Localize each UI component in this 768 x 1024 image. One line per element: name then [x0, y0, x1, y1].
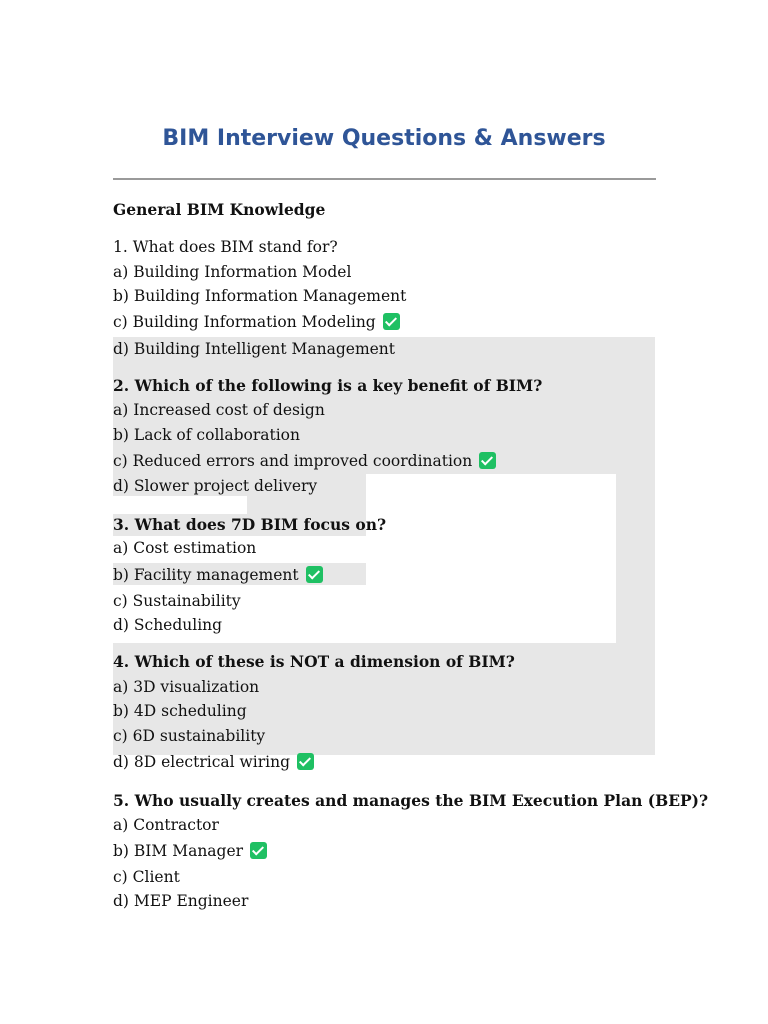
check-mark-icon — [479, 452, 496, 469]
option-text: d) Scheduling — [113, 616, 223, 634]
answer-option — [113, 891, 248, 911]
highlight-block — [247, 496, 366, 514]
option-text: d) MEP Engineer — [113, 892, 249, 910]
option-text: d) Slower project delivery — [113, 477, 318, 495]
option-text: d) Building Intelligent Management — [113, 340, 396, 358]
answer-option — [113, 538, 256, 558]
check-mark-icon — [250, 842, 267, 859]
option-text: c) Sustainability — [113, 592, 241, 610]
option-text: b) 4D scheduling — [113, 702, 247, 720]
answer-option-correct — [113, 312, 400, 332]
option-text: c) 6D sustainability — [113, 727, 266, 745]
answer-option — [113, 425, 300, 445]
answer-option-correct — [113, 451, 496, 471]
section-heading: General BIM Knowledge — [113, 200, 326, 219]
answer-option-correct — [113, 752, 314, 772]
answer-option — [113, 726, 265, 746]
highlight-block — [616, 474, 655, 643]
answer-option — [113, 677, 259, 697]
option-text: d) 8D electrical wiring — [113, 753, 290, 771]
option-text: a) Increased cost of design — [113, 401, 325, 419]
answer-option — [113, 339, 395, 359]
check-mark-icon — [297, 753, 314, 770]
check-mark-icon — [383, 313, 400, 330]
answer-option — [113, 867, 180, 887]
option-text: c) Building Information Modeling — [113, 313, 376, 331]
title-divider — [113, 178, 656, 180]
answer-option — [113, 262, 351, 282]
question-text: 3. What does 7D BIM focus on? — [113, 515, 387, 534]
check-mark-icon — [306, 566, 323, 583]
option-text: b) Facility management — [113, 566, 299, 584]
option-text: c) Client — [113, 868, 180, 886]
answer-option — [113, 400, 325, 420]
answer-option — [113, 815, 219, 835]
option-text: c) Reduced errors and improved coordination — [113, 452, 473, 470]
answer-option — [113, 701, 247, 721]
answer-option — [113, 286, 406, 306]
question-text: 1. What does BIM stand for? — [113, 238, 338, 256]
question-text: 5. Who usually creates and manages the BIM Execution Plan (BEP)? — [113, 791, 709, 810]
option-text: b) Lack of collaboration — [113, 426, 300, 444]
option-text: a) Building Information Model — [113, 263, 352, 281]
option-text: a) 3D visualization — [113, 678, 260, 696]
page-title: BIM Interview Questions & Answers — [162, 126, 606, 151]
answer-option-correct — [113, 841, 267, 861]
option-text: b) Building Information Management — [113, 287, 407, 305]
answer-option — [113, 476, 317, 496]
question-text: 2. Which of the following is a key benefit of BIM? — [113, 376, 543, 395]
answer-option — [113, 615, 222, 635]
question-text: 4. Which of these is NOT a dimension of BIM? — [113, 652, 515, 671]
option-text: a) Contractor — [113, 816, 219, 834]
answer-option — [113, 591, 241, 611]
option-text: a) Cost estimation — [113, 539, 257, 557]
answer-option-correct — [113, 565, 323, 585]
option-text: b) BIM Manager — [113, 842, 244, 860]
